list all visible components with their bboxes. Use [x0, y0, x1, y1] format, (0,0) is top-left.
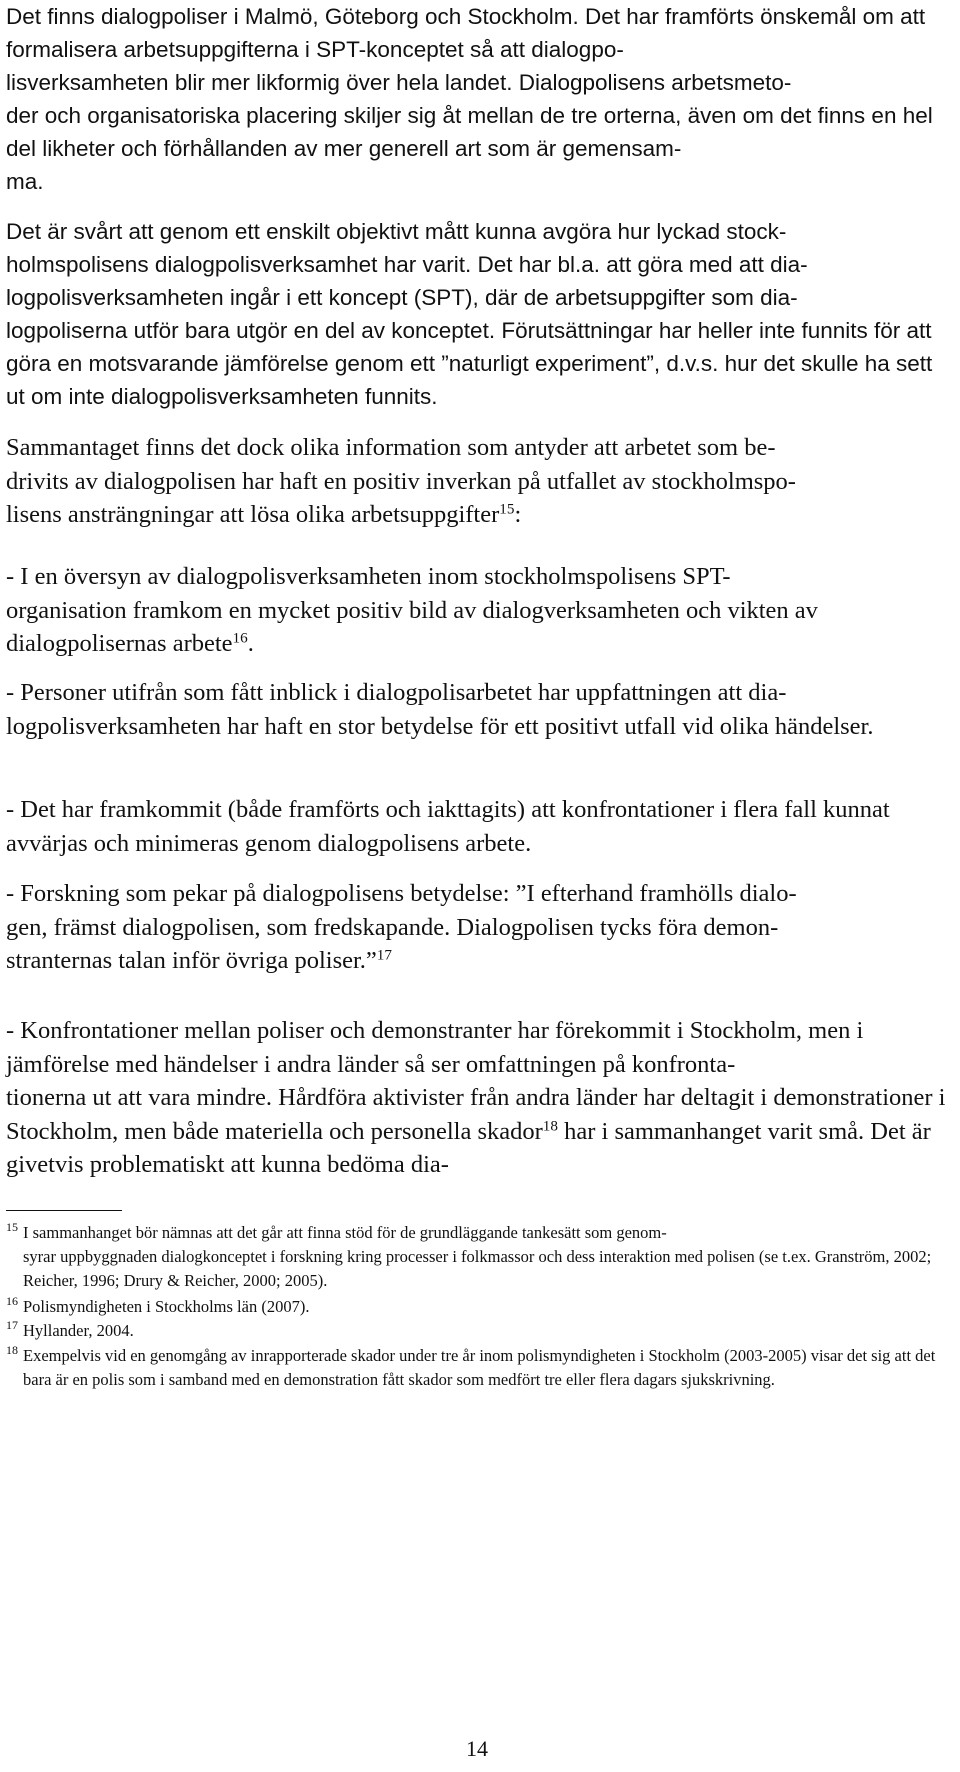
footnote-text: Polismyndigheten i Stockholms län (2007).	[23, 1297, 310, 1316]
paragraph-summary	[6, 431, 948, 532]
footnote-number: 16	[6, 1294, 18, 1308]
footnote-text: Hyllander, 2004.	[23, 1321, 134, 1340]
bullet-text: - Det har framkommit (både framförts och iakttagits) att konfrontationer i flera fall kunnat avvärjas och minimeras genom dialogpolisens arbete.	[6, 796, 890, 857]
bullet-outside-persons	[6, 676, 948, 743]
footnote-15	[6, 1221, 948, 1293]
paragraph-success-evaluation: Det är svårt att genom ett enskilt objektivt mått kunna avgöra hur lyckad stock- holmspolisens dialogpolisverksamhet har varit. Det har bl.a. att göra med att dia- logpolisverksamheten ingår i ett koncept (SPT), där de arbetsuppgifter som dia- logpoliserna utför bara utgör en del av konceptet. Förutsättningar har heller inte funnits för att göra en motsvarande jämförelse genom ett ”naturligt experiment”, d.v.s. hur det skulle ha sett ut om inte dialogpolisverksamheten funnits.	[6, 219, 933, 409]
bullet-confrontations-avoided	[6, 793, 948, 860]
footnote-text: I sammanhanget bör nämnas att det går att finna stöd för de grundläggande tankesätt som genom- syrar uppbyggnaden dialogkonceptet i forskning kring processer i folkmassor och dess interaktion med polisen (se t.ex. Granström, 2002; Reicher, 1996; Drury & Reicher, 2000; 2005).	[23, 1223, 932, 1290]
footnote-16	[6, 1295, 948, 1319]
footnote-18	[6, 1344, 948, 1392]
paragraph-dialogpoliser-locations: Det finns dialogpoliser i Malmö, Göteborg och Stockholm. Det har framförts önskemål om att formalisera arbetsuppgifterna i SPT-konceptet så att dialogpo- lisverksamheten blir mer likformig över hela landet. Dialogpolisens arbetsmeto- der och organisatoriska placering skiljer sig åt mellan de tre orterna, även om det finns en hel del likheter och förhållanden av mer generell art som är gemensam- ma.	[6, 4, 933, 194]
bullet-text: - I en översyn av dialogpolisverksamheten inom stockholmspolisens SPT- organisation framkom en mycket positiv bild av dialogverksamheten och vikten av dialogpolisernas arbete	[6, 563, 818, 657]
footnote-separator	[6, 1210, 122, 1211]
footnote-ref-16: 16	[232, 629, 248, 647]
summary-text: Sammantaget finns det dock olika information som antyder att arbetet som be- drivits av dialogpolisen har haft en positiv inverkan på utfallet av stockholmspo- lisens ansträngningar att lösa olika arbetsuppgifter	[6, 434, 796, 528]
page-number: 14	[466, 1736, 488, 1761]
footnote-number: 15	[6, 1220, 18, 1234]
bullet-tail: .	[247, 630, 254, 657]
footnote-ref-17: 17	[376, 946, 392, 964]
footnote-ref-15: 15	[499, 500, 515, 518]
bullet-text: - Forskning som pekar på dialogpolisens betydelse: ”I efterhand framhölls dialo- gen, främst dialogpolisen, som fredskapande. Dialogpolisen tycks föra demon- stranternas talan inför övriga poliser.”	[6, 880, 797, 974]
bullet-tail: har i sammanhanget varit små. Det är givetvis problematiskt att kunna bedöma dia-	[6, 1117, 931, 1178]
bullet-research	[6, 877, 948, 978]
summary-tail: :	[514, 501, 522, 528]
document-page	[6, 0, 948, 1772]
footnote-ref-18: 18	[542, 1117, 558, 1135]
bullet-review	[6, 560, 948, 661]
bullet-text: - Konfrontationer mellan poliser och demonstranter har förekommit i Stockholm, men i jämförelse med händelser i andra länder så ser omfattningen på konfronta- tionerna ut att vara mindre. Hårdföra aktivister från andra länder har deltagit i demonstrationer i Stockholm, men både materiella och personella skador	[6, 1017, 946, 1145]
footnote-17	[6, 1319, 948, 1343]
bullet-confrontations-stockholm	[6, 1014, 948, 1182]
footnote-number: 18	[6, 1343, 18, 1357]
bullet-text: - Personer utifrån som fått inblick i dialogpolisarbetet har uppfattningen att dia- logpolisverksamheten har haft en stor betydelse för ett positivt utfall vid olika händelser.	[6, 679, 874, 740]
footnote-text: Exempelvis vid en genomgång av inrapporterade skador under tre år inom polismyndigheten i Stockholm (2003-2005) visar det sig att det bara är en polis som i samband med en demonstration fått skador som medfört tre eller flera dagars sjukskrivning.	[23, 1346, 936, 1389]
footnote-number: 17	[6, 1318, 18, 1332]
